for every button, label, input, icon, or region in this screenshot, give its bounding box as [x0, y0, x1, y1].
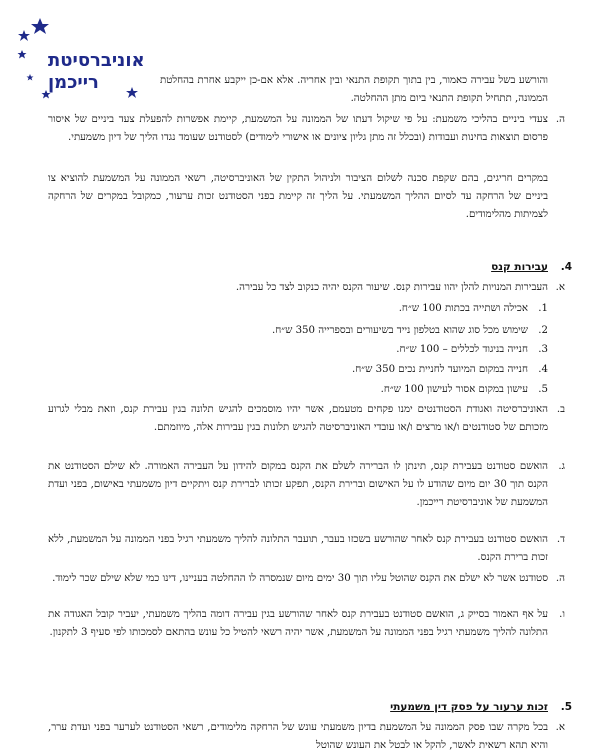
- section-5-item-a-marker: א.: [555, 722, 565, 733]
- fine-item: [399, 300, 548, 318]
- section-4-item-h-marker: ה.: [555, 573, 565, 584]
- section-4-item-d-text: הואשם סטודנט בעבירת קנס לאחר שהורשע בשכזו בעבר, תועבר התלונה להליך משמעתי רגיל בפני הממונה על המשמעת, ללא זכות ברירת הקנס.: [48, 534, 548, 563]
- item-h-marker: ה.: [555, 114, 565, 125]
- section-4-item-b-text: האוניברסיטה ואגודת הסטודנטים ימנו פקחים מטעמם, אשר יהיו מוסמכים להגיש תלונה בגין עבירת קנס, וזאת מבלי לגרוע מזכותם של סטודנטים ו/או מרצים ו/או עובדי האוניברסיטה להגיש תלונות בגין עבירות אלה, מיוזמתם.: [48, 404, 548, 433]
- section-4-item-h-text: סטודנט אשר לא ישלם את הקנס שהוטל עליו תוך 30 ימים מיום שנמסרה לו ההחלטה בעניינו, דינו כמי שלא שילם שכר לימוד.: [52, 573, 548, 584]
- fine-number: 5.: [538, 384, 548, 395]
- section-4-title: עבירות קנס: [491, 261, 548, 273]
- section-4-item-v-marker: ו.: [559, 609, 565, 620]
- fine-text: חנייה בניגוד לכללים – 100 ש״ח.: [396, 344, 528, 355]
- fine-number: 1.: [538, 303, 548, 314]
- cases-paragraph: במקרים חריגים, בהם שקפת סכנה לשלום הציבור ולניהול התקין של האוניברסיטה, רשאי הממונה על המשמעת להוציא צו ביניים של הרחקה עד לסיום ההליך המשמעתי. על הליך זה קיימת בפני הסטודנט זכות ערעור, כמקובל במקרים של הרחקה לצמיתות מהלימודים.: [48, 173, 548, 220]
- fine-number: 2.: [538, 325, 548, 336]
- fine-item: [381, 381, 548, 399]
- fine-item: [396, 341, 548, 359]
- section-4-item-g-text: הואשם סטודנט בעבירת קנס, תינתן לו הברירה לשלם את הקנס במקום להידון על העבירה האמורה. לא שילם הסטודנט את הקנס תוך 30 יום מיום שהודע לו על האישום וברירת הקנס, תפקע זכותו לברירת קנס ויתקיים דיון משמעתי באישום, בפני ועדת המשמעת של אוניברסיטת רייכמן.: [48, 461, 548, 508]
- top-paragraph: והורשע בשל עבירה כאמור, בין בתוך תקופת התנאי ובין אחריה. אלא אם-כן ייקבע אחרת בהחלטת הממונה, תתחיל תקופת התנאי ביום מתן ההחלטה.: [160, 75, 548, 104]
- item-h-text: צעדי ביניים בהליכי משמעת: על פי שיקול דעתו של הממונה על המשמעת, קיימת אפשרות להפעלת צעד ביניים של איסור פרסום תוצאות בחינות ועבודות (ובכלל זה מתן גליון ציונים או אישורי לימודים) לסטודנט שעומד נגדו הליך של דיון משמעתי.: [48, 114, 548, 143]
- fine-item: [272, 322, 548, 340]
- section-5-item-a-text: בכל מקרה שבו פסק הממונה על המשמעת בדיון משמעתי עונש של הרחקה מלימודים, רשאי הסטודנט לערער בפני ועדת ערר, והיא תהא רשאית לאשר, להקל או לבטל את העונש שהוטל: [48, 722, 548, 751]
- section-5-title: זכות ערעור על פסק דין משמעתי: [390, 701, 548, 713]
- section-4-item-b-marker: ב.: [556, 404, 565, 415]
- section-4-item-v-text: על אף האמור בסייק ג, הואשם סטודנט בעבירת קנס לאחר שהורשע בגין עבירה דומה בהליך משמעתי, יעביר קובל האגודה את התלונה להליך משמעתי רגיל בפני הממונה על המשמעת, אשר יהיה רשאי להטיל כל עונש בהתאם לסמכותו לפי סעיף 3 לתקנון.: [48, 609, 548, 638]
- section-4-item-a-marker: א.: [555, 282, 565, 293]
- fine-number: 4.: [538, 364, 548, 375]
- section-4-item-a-text: העבירות המנויות להלן יהוו עבירות קנס. שיעור הקנס יהיה כנקוב לצד כל עבירה.: [235, 282, 548, 293]
- logo-line1: אוניברסיטת: [48, 50, 145, 71]
- fine-number: 3.: [538, 344, 548, 355]
- fine-text: עישון במקום אסור לעישון 100 ש״ח.: [380, 384, 528, 395]
- section-4-number: 4.: [560, 261, 572, 273]
- section-4-item-g-marker: ג.: [558, 461, 565, 472]
- fine-text: חנייה במקום המיועד לחניית נכים 350 ש״ח.: [352, 364, 528, 375]
- fine-text: שימוש מכל סוג שהוא בטלפון נייד בשיעורים ובספרייה 350 ש״ח.: [271, 325, 528, 336]
- fine-text: אכילה ושתייה בכתות 100 ש״ח.: [398, 303, 528, 314]
- fine-item: [352, 361, 548, 379]
- section-4-item-d-marker: ד.: [556, 534, 565, 545]
- section-5-number: 5.: [560, 701, 572, 713]
- logo-line2: רייכמן: [48, 72, 99, 93]
